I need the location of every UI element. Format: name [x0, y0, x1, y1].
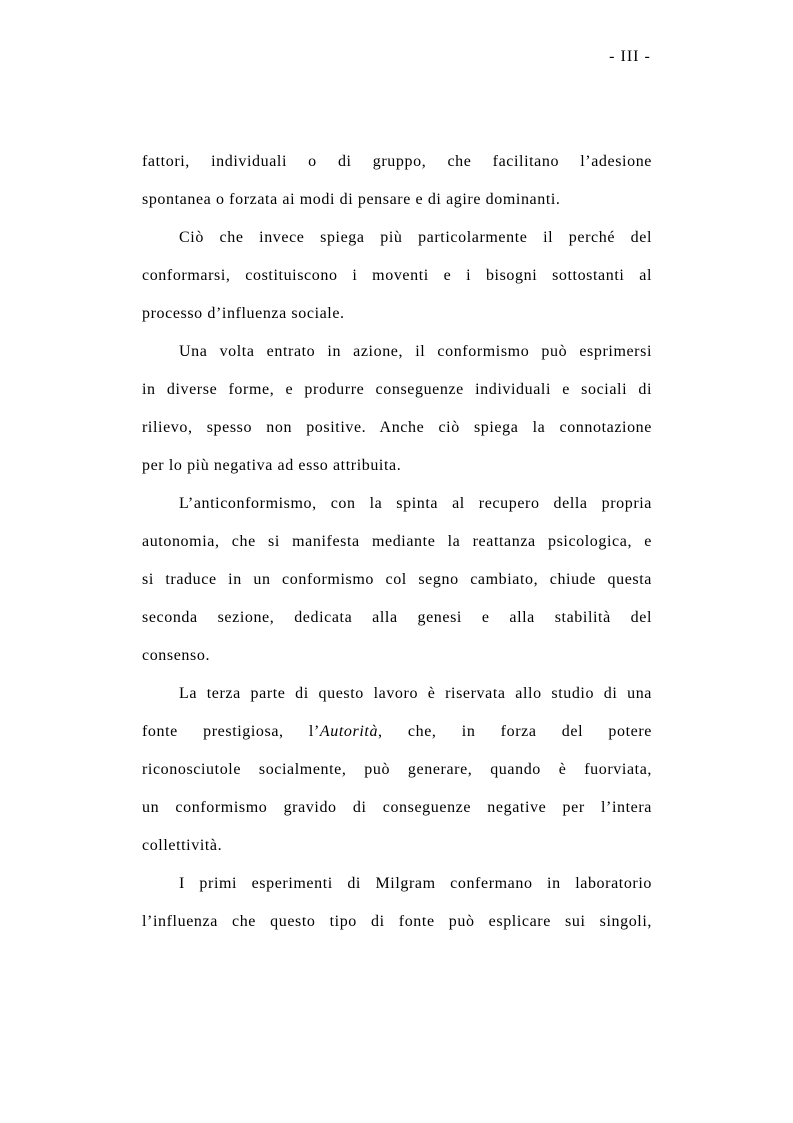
text-line: L’anticonformismo, con la spinta al recupero della propria	[179, 495, 652, 512]
page-number: - III -	[609, 48, 651, 65]
text-line: I primi esperimenti di Milgram confermano in laboratorio	[179, 875, 652, 892]
text-line: per lo più negativa ad esso attribuita.	[142, 457, 402, 474]
text-line: conformarsi, costituiscono i moventi e i bisogni sottostanti al	[142, 267, 652, 284]
text-run: fonte prestigiosa, l’	[142, 723, 320, 740]
text-line: riconosciutole socialmente, può generare, quando è fuorviata,	[142, 761, 652, 778]
text-line: fattori, individuali o di gruppo, che facilitano l’adesione	[142, 153, 652, 170]
paragraph	[142, 490, 652, 680]
body-text	[142, 148, 652, 946]
text-line: consenso.	[142, 647, 211, 664]
text-line: collettività.	[142, 837, 223, 854]
text-line: spontanea o forzata ai modi di pensare e di agire dominanti.	[142, 191, 561, 208]
text-line: un conformismo gravido di conseguenze negative per l’intera	[142, 799, 652, 816]
text-line: seconda sezione, dedicata alla genesi e alla stabilità del	[142, 609, 652, 626]
text-line: processo d’influenza sociale.	[142, 305, 345, 322]
text-line: in diverse forme, e produrre conseguenze individuali e sociali di	[142, 381, 652, 398]
paragraph	[142, 870, 652, 946]
paragraph	[142, 338, 652, 490]
text-line: La terza parte di questo lavoro è riservata allo studio di una	[179, 685, 652, 702]
paragraph	[142, 148, 652, 224]
text-line	[142, 718, 652, 756]
text-line: autonomia, che si manifesta mediante la reattanza psicologica, e	[142, 533, 652, 550]
text-run: , che, in forza del potere	[378, 723, 652, 740]
text-line: l’influenza che questo tipo di fonte può esplicare sui singoli,	[142, 913, 652, 930]
emphasis-autorita: Autorità	[319, 723, 379, 740]
text-line: Una volta entrato in azione, il conformismo può esprimersi	[179, 343, 652, 360]
paragraph	[142, 224, 652, 338]
text-line: si traduce in un conformismo col segno cambiato, chiude questa	[142, 571, 652, 588]
text-line: rilievo, spesso non positive. Anche ciò spiega la connotazione	[142, 419, 652, 436]
text-line: Ciò che invece spiega più particolarmente il perché del	[179, 229, 652, 246]
paragraph	[142, 680, 652, 870]
